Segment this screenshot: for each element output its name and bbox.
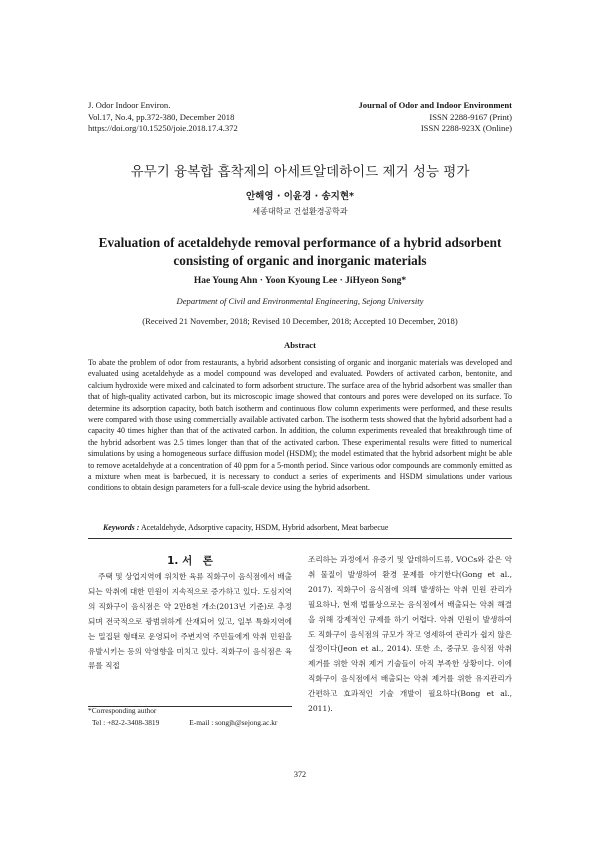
footnote [88,705,298,728]
abstract-heading: Abstract [284,340,316,350]
email-address[interactable]: E-mail : songjh@sejong.ac.kr [189,717,278,727]
body-right-column: 조리하는 과정에서 유증기 및 알데하이드류, VOCs와 같은 악취 물질이 발생하여 환경 문제를 야기한다(Gong et al., 2017). 직화구이 음식점에 의해 발생하는 악취 민원 관리가 필요하나, 현재 법률상으로는 음식점에서 배출되는 악취 해결을 위해 강제적인 규제를 하기 어렵다. 악취 민원이 발생하여도 직화구이 음식점의 규모가 작고 영세하여 관리가 쉽지 않은 실정이다(Jeon et al., 2014). 또한 소, 중규모 음식점 악취 제거를 위한 악취 제거 기술들이 아직 부족한 상황이다. 이에 직화구이 음식점에서 배출되는 악취 제거를 위한 유지관리가 간편하고 효과적인 기술 개발이 필요하다(Bong et al., 2011). [308,555,512,714]
keywords-list: Acetaldehyde, Adsorptive capacity, HSDM, Hybrid adsorbent, Meat barbecue [140,523,389,532]
volume-info: Vol.17, No.4, pp.372-380, December 2018 [88,111,235,122]
header-left [88,100,238,135]
journal-full-name: Journal of Odor and Indoor Environment [358,100,512,110]
doi-link[interactable]: https://doi.org/10.15250/joie.2018.17.4.372 [88,123,238,133]
divider-rule [88,538,512,539]
title-korean: 유무기 융복합 흡착제의 아세트알데하이드 제거 성능 평가 [130,164,470,180]
received-dates: (Received 21 November, 2018; Revised 10 December, 2018; Accepted 10 December, 2018) [142,316,458,326]
journal-abbrev: J. Odor Indoor Environ. [88,100,171,110]
keywords-label: Keywords : [103,523,140,532]
abstract-text: To abate the problem of odor from restaurants, a hybrid adsorbent consisting of organic and inorganic materials was developed and evaluated using acetaldehyde as a model compound was developed and evaluated. Powders of activated carbon, bentonite, and calcium hydroxide were mixed and calcinated to form adsorbent structure. The surface area of the hybrid adsorbent was smaller than that of high-quality activated carbon, but its microscopic image showed that contours and pores were developed on its surface. To determine its adsorption capacity, both batch isotherm and continuous flow column experiments were performed, and these results were compared with those using commercially available activated carbon. The isotherm tests showed that the hybrid adsorbent had a capacity 40 times higher than that of the activated carbon. In addition, the column experiments revealed that breakthrough time of the hybrid adsorbent was 2.5 times longer than that of the activated carbon. These experimental results were fitted to numerical simulations by using a homogeneous surface diffusion model (HSDM); the model estimated that the hybrid adsorbent might be able to remove acetaldehyde at a concentration of 40 ppm for a 5-month period. Since various odor compounds are commonly emitted as a mixture when meat is barbecued, it is necessary to conduct a series of experiments and HSDM simulations under various conditions to obtain design parameters for a full-scale device using the hybrid adsorbent. [88,358,512,493]
affiliation-korean: 세종대학교 건설환경공학과 [252,207,348,216]
title-english: Evaluation of acetaldehyde removal performance of a hybrid adsorbent consisting of organic and inorganic materials [98,235,502,268]
authors-korean: 안해영 · 이윤경 · 송지현* [245,191,354,202]
header-right [358,100,512,135]
corresponding-author-note: *Corresponding author [88,706,157,715]
page-number: 372 [293,770,307,779]
section-heading-introduction: 1. 서 론 [167,555,213,567]
issn-print: ISSN 2288-9167 (Print) [429,111,512,122]
authors-english: Hae Young Ahn · Yoon Kyoung Lee · JiHyeon Song* [193,276,407,286]
issn-online: ISSN 2288-923X (Online) [420,123,512,133]
keywords [103,522,513,533]
body-left-column: 주택 및 상업지역에 위치한 육류 직화구이 음식점에서 배출되는 악취에 대한 민원이 지속적으로 증가하고 있다. 도심지역의 직화구이 음식점은 약 2만8천 개소(2013년 기준)로 추정되며 전국적으로 광범위하게 산재되어 있고, 일부 특화지역에는 밀집된 형태로 운영되어 주변지역 주민들에게 악취 민원을 유발시키는 등의 악영향을 미치고 있다. 직화구이 음식점은 육류를 직접 [88,572,292,671]
affiliation-english: Department of Civil and Environmental Engineering, Sejong University [176,296,424,306]
telephone: Tel : +82-2-3408-3819 [92,717,160,727]
